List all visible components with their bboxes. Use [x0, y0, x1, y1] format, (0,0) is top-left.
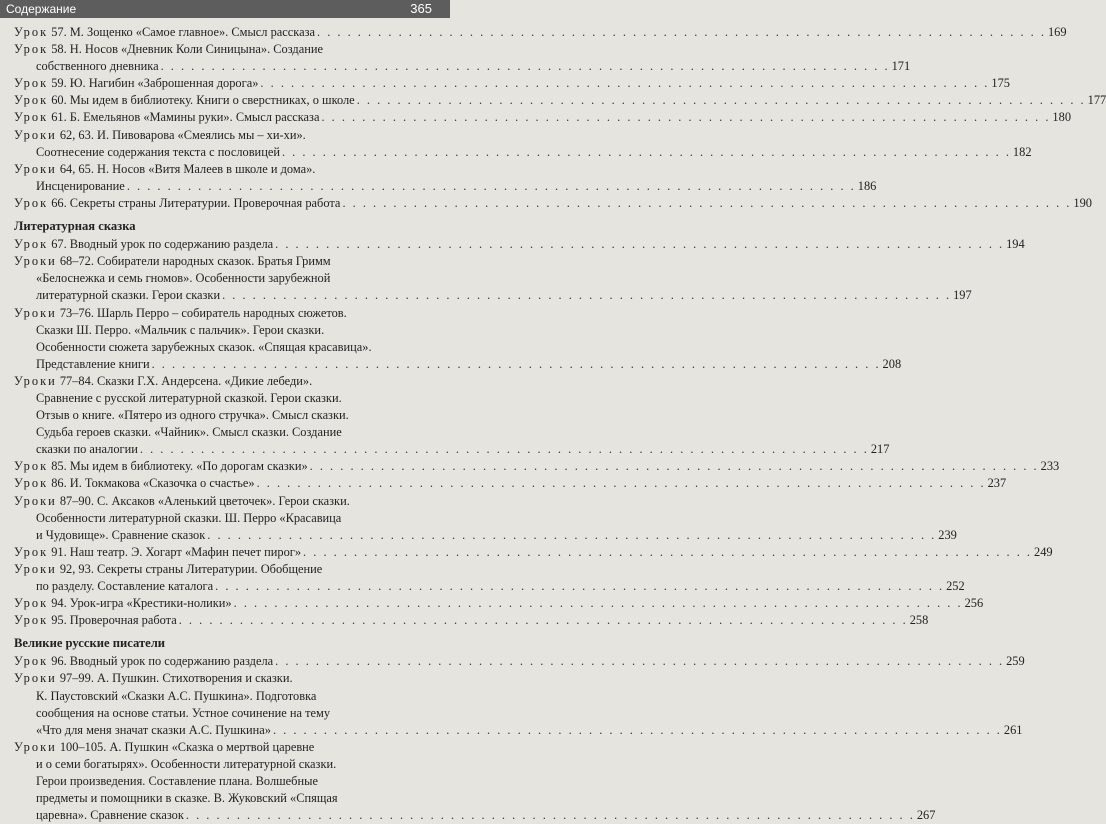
entry-text [36, 408, 349, 422]
toc-entry-line [14, 807, 936, 824]
entry-line-text: 73–76. Шарль Перро – собиратель народных сюжетов. [59, 305, 347, 320]
lesson-label: Уроки [14, 561, 57, 576]
lesson-label: Уроки [14, 373, 57, 388]
toc-entry[interactable] [14, 739, 936, 824]
toc-entry-line [14, 756, 438, 773]
entry-line-text: Особенности литературной сказки. Ш. Перро «Красавица [36, 510, 342, 525]
entry-text [14, 671, 293, 685]
entry-text [14, 109, 319, 126]
toc-entry-line [14, 58, 911, 75]
leader-dots [303, 544, 1032, 561]
entry-text [14, 195, 340, 212]
toc-entry-line [14, 287, 972, 304]
leader-dots [222, 287, 951, 304]
toc-entry[interactable] [14, 670, 1023, 738]
entry-text [36, 527, 205, 544]
toc-entry[interactable] [14, 544, 1053, 561]
page-ref: 190 [1073, 195, 1092, 210]
page-ref: 256 [964, 596, 984, 611]
section-heading: Великие русские писатели [14, 636, 166, 651]
toc-entry[interactable] [14, 109, 1072, 126]
toc-entry[interactable] [14, 305, 902, 373]
toc-entry-line [14, 527, 957, 544]
toc-entry-line [14, 127, 438, 144]
page-ref: 169 [1047, 25, 1067, 39]
page-ref: 197 [953, 288, 972, 303]
toc-entry-line [14, 109, 1072, 126]
entry-line-text: 85. Мы идем в библиотеку. «По дорогам сказки» [51, 459, 308, 474]
lesson-label: Уроки [14, 739, 57, 754]
toc-entry[interactable] [14, 253, 972, 304]
entry-line-text: 60. Мы идем в библиотеку. Книги о сверстниках, о школе [51, 93, 355, 108]
toc-entry[interactable] [14, 373, 890, 458]
entry-line-text: предметы и помощники в сказке. В. Жуковский «Спящая [36, 791, 338, 806]
toc-entry-line [14, 144, 1032, 161]
toc-entry-line [14, 441, 890, 458]
toc-entry-line [14, 510, 438, 527]
entry-text [14, 236, 273, 253]
entry-line-text: сказки по аналогии [36, 442, 138, 457]
entry-text [14, 24, 315, 41]
page-ref: 258 [909, 613, 929, 628]
leader-dots [282, 144, 1011, 161]
leader-dots [321, 109, 1050, 126]
toc-entry-line [14, 688, 438, 705]
leader-dots [317, 24, 1046, 41]
page-ref: 259 [1006, 654, 1025, 669]
entry-line-text: 96. Вводный урок по содержанию раздела [51, 654, 274, 669]
entry-line-text: Сказки Ш. Перро. «Мальчик с пальчик». Герои сказки. [36, 322, 325, 337]
leader-dots [207, 527, 936, 544]
entry-line-text: 97–99. А. Пушкин. Стихотворения и сказки. [59, 671, 293, 686]
entry-text [14, 740, 314, 754]
leader-dots [234, 595, 963, 612]
entry-text [36, 807, 184, 824]
toc-entry-line [14, 75, 1010, 92]
entry-text [36, 144, 280, 161]
entry-text [36, 757, 336, 771]
toc-entry[interactable] [14, 75, 1010, 92]
entry-line-text: 68–72. Собиратели народных сказок. Братья Гримм [59, 254, 331, 269]
page-ref: 194 [1006, 237, 1025, 252]
entry-line-text: и о семи богатырях». Особенности литературной сказки. [36, 756, 337, 771]
leader-dots [186, 807, 915, 824]
toc-entry-line [14, 161, 438, 178]
toc-entry-line [14, 373, 438, 390]
toc-entry-line [14, 773, 438, 790]
entry-line-text: 57. М. Зощенко «Самое главное». Смысл рассказа [51, 25, 315, 39]
header-title: Содержание [6, 2, 77, 16]
page-ref: 186 [857, 178, 877, 193]
lesson-label: Уроки [14, 671, 57, 686]
entry-line-text: 62, 63. И. Пивоварова «Смеялись мы – хи-хи». [59, 127, 306, 142]
entry-text [14, 475, 255, 492]
lesson-label: Уроки [14, 254, 57, 269]
leader-dots [260, 75, 989, 92]
toc-entry[interactable] [14, 195, 1092, 212]
entry-line-text: Особенности сюжета зарубежных сказок. «Спящая красавица». [36, 339, 372, 354]
entry-text [36, 356, 150, 373]
toc-entry-line [14, 705, 438, 722]
entry-line-text: Отзыв о книге. «Пятеро из одного стручка». Смысл сказки. [36, 408, 349, 423]
entry-text [36, 340, 372, 354]
entry-text [14, 612, 177, 629]
entry-line-text: 87–90. С. Аксаков «Аленький цветочек». Герои сказки. [59, 493, 350, 508]
leader-dots [275, 653, 1004, 670]
toc-entry[interactable] [14, 41, 911, 75]
entry-line-text: Представление книги [36, 356, 150, 371]
leader-dots [257, 475, 986, 492]
entry-text [14, 92, 355, 109]
entry-text [14, 128, 306, 142]
lesson-label: Урок [14, 42, 49, 57]
entry-line-text: 100–105. А. Пушкин «Сказка о мертвой царевне [59, 739, 315, 754]
toc-entry-line [14, 578, 965, 595]
lesson-label: Урок [14, 476, 49, 491]
toc-entry-line [14, 475, 1007, 492]
leader-dots [357, 92, 1086, 109]
toc-entry-line [14, 790, 438, 807]
toc-entry-line [14, 178, 877, 195]
lesson-label: Урок [14, 237, 49, 252]
entry-line-text: 64, 65. Н. Носов «Витя Малеев в школе и дома». [59, 161, 316, 176]
entry-line-text: Инсценирование [36, 178, 125, 193]
page-ref: 261 [1003, 722, 1023, 737]
toc-entry[interactable] [14, 475, 1007, 492]
page-ref: 175 [991, 76, 1010, 91]
lesson-label: Урок [14, 25, 49, 39]
lesson-label: Урок [14, 596, 49, 611]
page-ref: 182 [1012, 144, 1032, 159]
toc-entry-line [14, 92, 1106, 109]
entry-text [14, 595, 232, 612]
toc-entry-line [14, 407, 438, 424]
lesson-label: Уроки [14, 127, 57, 142]
entry-text [14, 562, 322, 576]
toc-entry-line [14, 339, 438, 356]
toc-entry[interactable] [14, 24, 1067, 41]
toc-entry-line [14, 595, 984, 612]
leader-dots [310, 458, 1039, 475]
toc-entry[interactable] [14, 236, 1025, 253]
entry-line-text: 94. Урок-игра «Крестики-нолики» [51, 596, 232, 611]
entry-text [36, 425, 342, 439]
entry-text [36, 774, 318, 788]
leader-dots [342, 195, 1071, 212]
lesson-label: Уроки [14, 305, 57, 320]
entry-text [36, 791, 338, 805]
entry-line-text: «Что для меня значат сказки А.С. Пушкина» [36, 722, 271, 737]
toc-entry[interactable] [14, 458, 1060, 475]
entry-line-text: царевна». Сравнение сказок [36, 808, 184, 823]
entry-text [14, 653, 273, 670]
lesson-label: Урок [14, 613, 49, 628]
toc-entry-line [14, 356, 902, 373]
toc-entry[interactable] [14, 595, 984, 612]
page-ref: 239 [938, 527, 957, 542]
entry-line-text: 59. Ю. Нагибин «Заброшенная дорога» [51, 76, 259, 91]
entry-line-text: 58. Н. Носов «Дневник Коли Синицына». Создание [51, 42, 323, 57]
leader-dots [275, 236, 1004, 253]
entry-text [36, 511, 341, 525]
entry-text [36, 722, 271, 739]
page-header [0, 0, 450, 18]
entry-line-text: К. Паустовский «Сказки А.С. Пушкина». Подготовка [36, 688, 317, 703]
lesson-label: Уроки [14, 161, 57, 176]
section-heading: Литературная сказка [14, 219, 136, 234]
entry-text [14, 494, 350, 508]
leader-dots [273, 722, 1002, 739]
entry-text [14, 254, 331, 268]
toc-entry-line [14, 195, 1092, 212]
page-ref: 252 [946, 579, 965, 593]
entry-line-text: 61. Б. Емельянов «Мамины руки». Смысл рассказа [51, 110, 320, 125]
toc-entry-line [14, 236, 1025, 253]
toc-entry-line [14, 458, 1060, 475]
entry-line-text: Соотнесение содержания текста с пословицей [36, 144, 280, 159]
toc-entry-line [14, 253, 438, 270]
entry-text [36, 578, 213, 595]
entry-line-text: сообщения на основе статьи. Устное сочинение на тему [36, 705, 331, 720]
entry-line-text: Сравнение с русской литературной сказкой. Герои сказки. [36, 390, 342, 405]
toc-entry[interactable] [14, 127, 1032, 161]
page-ref: 217 [870, 442, 890, 457]
entry-line-text: 86. И. Токмакова «Сказочка о счастье» [51, 476, 255, 491]
entry-line-text: и Чудовище». Сравнение сказок [36, 527, 206, 542]
entry-text [14, 374, 312, 388]
lesson-label: Урок [14, 195, 49, 210]
entry-text [14, 544, 301, 561]
entry-line-text: Герои произведения. Составление плана. Волшебные [36, 774, 318, 789]
page-ref: 180 [1052, 110, 1072, 125]
entry-text [14, 162, 315, 176]
entry-text [36, 271, 330, 285]
entry-text [36, 689, 316, 703]
toc-entry-line [14, 24, 1067, 41]
lesson-label: Урок [14, 544, 49, 559]
entry-text [36, 58, 159, 75]
entry-text [36, 441, 138, 458]
entry-text [14, 458, 308, 475]
toc-entry-line [14, 390, 438, 407]
toc-entry-line [14, 41, 438, 58]
entry-text [14, 75, 258, 92]
lesson-label: Урок [14, 76, 49, 91]
lesson-label: Урок [14, 654, 49, 669]
entry-line-text: по разделу. Составление каталога [36, 579, 214, 593]
entry-line-text: литературной сказки. Герои сказки [36, 288, 221, 303]
entry-line-text: 92, 93. Секреты страны Литературии. Обобщение [59, 561, 323, 576]
toc-entry-line [14, 305, 438, 322]
entry-text [36, 323, 324, 337]
entry-line-text: 66. Секреты страны Литературии. Проверочная работа [51, 195, 341, 210]
toc-entry-line [14, 739, 438, 756]
toc-entry-line [14, 493, 438, 510]
page-ref: 267 [916, 808, 936, 823]
table-of-contents [14, 24, 1106, 824]
toc-entry-line [14, 670, 438, 687]
toc-entry-line [14, 653, 1025, 670]
toc-entry[interactable] [14, 493, 957, 544]
leader-dots [161, 58, 890, 75]
leader-dots [127, 178, 856, 195]
leader-dots [179, 612, 908, 629]
toc-entry-line [14, 722, 1023, 739]
entry-text [36, 287, 220, 304]
page-ref: 237 [987, 476, 1007, 491]
leader-dots [152, 356, 881, 373]
toc-entry-line [14, 544, 1053, 561]
lesson-label: Урок [14, 459, 49, 474]
entry-text [36, 178, 125, 195]
leader-dots [215, 578, 944, 595]
entry-line-text: 67. Вводный урок по содержанию раздела [51, 237, 274, 252]
entry-text [36, 706, 330, 720]
lesson-label: Урок [14, 93, 49, 108]
page-number: 365 [410, 1, 432, 16]
toc-entry-line [14, 424, 438, 441]
page-ref: 177 [1087, 93, 1106, 108]
toc-entry-line [14, 322, 438, 339]
toc-entry[interactable] [14, 612, 929, 629]
toc-entry[interactable] [14, 161, 877, 195]
toc-entry-line [14, 561, 438, 578]
leader-dots [140, 441, 869, 458]
entry-text [14, 42, 323, 56]
lesson-label: Уроки [14, 493, 57, 508]
entry-text [36, 391, 342, 405]
toc-entry-line [14, 270, 438, 287]
page-ref: 249 [1034, 544, 1053, 559]
entry-line-text: 95. Проверочная работа [51, 613, 177, 628]
toc-entry-line [14, 612, 929, 629]
page-ref: 208 [882, 356, 902, 371]
entry-text [14, 306, 347, 320]
page-ref: 171 [891, 59, 911, 74]
entry-line-text: 77–84. Сказки Г.Х. Андерсена. «Дикие лебеди». [59, 373, 313, 388]
lesson-label: Урок [14, 110, 49, 125]
toc-entry[interactable] [14, 561, 965, 595]
toc-entry[interactable] [14, 653, 1025, 670]
entry-line-text: 91. Наш театр. Э. Хогарт «Мафин печет пирог» [51, 544, 302, 559]
entry-line-text: Судьба героев сказки. «Чайник». Смысл сказки. Создание [36, 425, 342, 440]
page-ref: 233 [1040, 459, 1060, 474]
entry-line-text: «Белоснежка и семь гномов». Особенности зарубежной [36, 271, 331, 286]
entry-line-text: собственного дневника [36, 59, 159, 74]
toc-entry[interactable] [14, 92, 1106, 109]
